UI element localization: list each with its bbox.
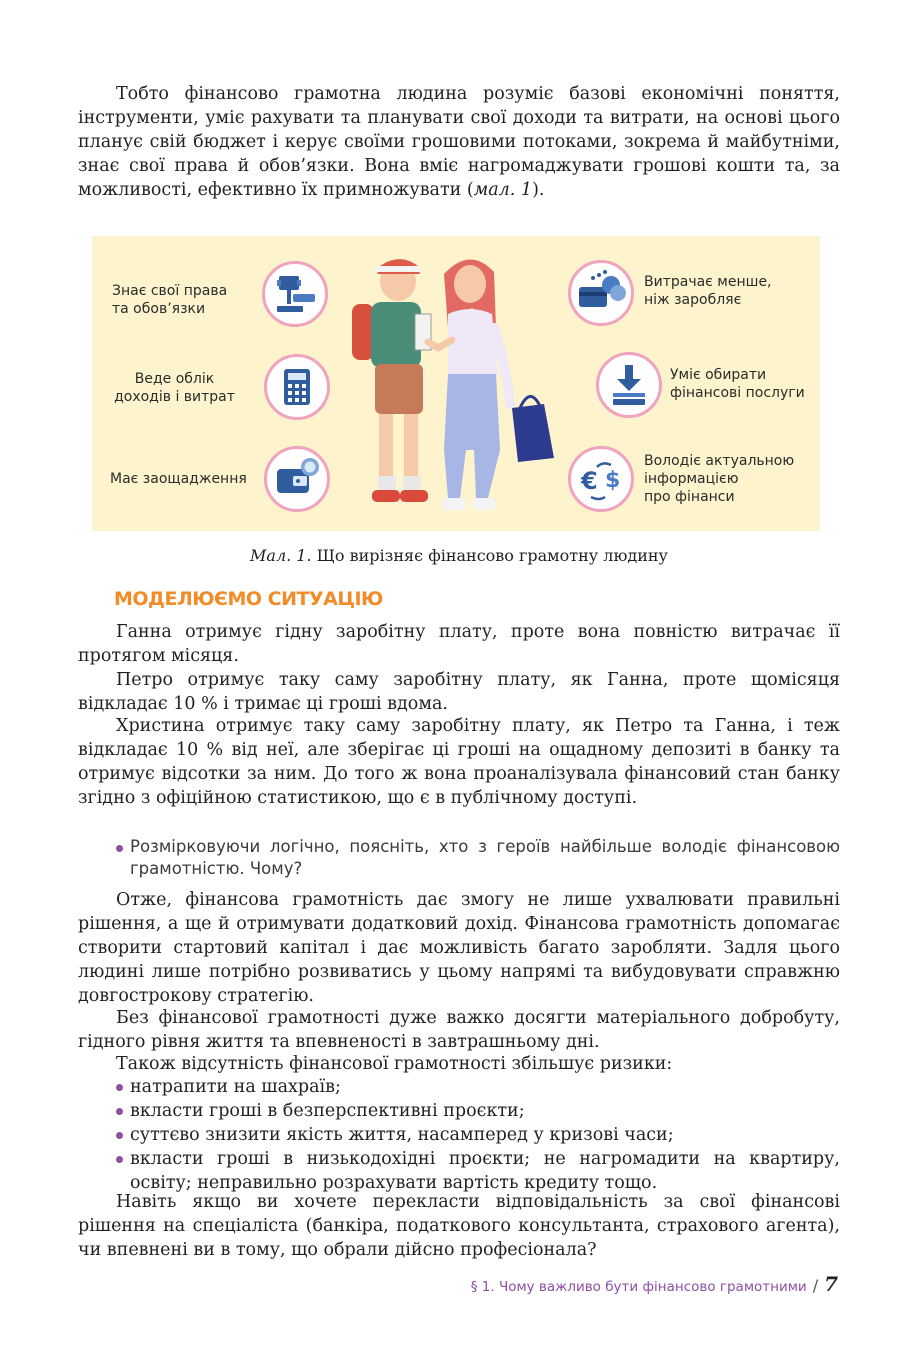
download-tray-icon: [599, 355, 659, 415]
services-circle: [596, 352, 662, 418]
running-head: § 1. Чому важливо бути фінансово грамотними: [470, 1279, 807, 1295]
figure-illustration: [92, 236, 820, 531]
situation-paragraph: Христина отримує таку саму заробітну плату, як Петро та Ганна, і теж відкладає 10 % від неї, але зберігає ці гроші на ощадному депозиті в банку та отримує відсотки за ним. До того ж вона проаналізувала фінансовий стан банку згідно з офіційною статистикою, що є в публічному доступі.: [78, 716, 840, 808]
body-paragraph: Також відсутність фінансової грамотності збільшує ризики:: [116, 1054, 673, 1074]
girl-figure: [428, 259, 554, 510]
closing-paragraph: Навіть якщо ви хочете перекласти відповідальність за свої фінансові рішення на спеціаліста (банкіра, податкового консультанта, страхового агента), чи впевнені ви в тому, що обрали дійсно професіонала?: [78, 1192, 840, 1260]
caption-text: Що вирізняє фінансово грамотну людину: [311, 546, 668, 565]
question-list: [114, 836, 840, 880]
figure-reference: мал. 1: [473, 180, 533, 200]
body-paragraph: Без фінансової грамотності дуже важко досягти матеріального добробуту, гідного рівня життя та впевненості в завтрашньому дні.: [78, 1008, 840, 1052]
boy-figure: [352, 259, 431, 502]
label-rights: Знає свої права та обов’язки: [112, 283, 228, 317]
currency-exchange-icon: [571, 449, 631, 509]
figure-caption: [0, 546, 918, 565]
label-savings: Має заощадження: [110, 471, 247, 487]
intro-paragraph: [78, 82, 840, 202]
label-accounting: Веде облік доходів і витрат: [114, 371, 235, 405]
label-spends-less: Витрачає менше, ніж заробляє: [644, 274, 772, 308]
caption-label: Мал. 1.: [250, 546, 312, 565]
spends-less-circle: [568, 260, 634, 326]
situation-paragraph: Петро отримує таку саму заробітну плату, як Ганна, проте щомісяця відкладає 10 % і тримає ці гроші вдома.: [78, 670, 840, 714]
intro-text-end: ).: [532, 180, 545, 200]
body-paragraph: Отже, фінансова грамотність дає змогу не лише ухвалювати правильні рішення, а ще й отримувати додатковий дохід. Фінансова грамотність допомагає створити стартовий капітал і дає можливість багато заробляти. Задля цього людині лише потрібно розвиватись у цьому напрямі та вибудовувати справжню довгострокову стратегію.: [78, 890, 840, 1006]
card-coins-icon: [571, 263, 631, 323]
situation-paragraph: Ганна отримує гідну заробітну плату, проте вона повністю витрачає її протягом місяця.: [78, 622, 840, 666]
risk-item: натрапити на шахраїв;: [114, 1075, 840, 1099]
label-info: Володіє актуальною інформацією про фінанси: [644, 453, 795, 505]
svg-text:$: $: [605, 468, 621, 493]
footer-separator: /: [812, 1276, 819, 1295]
risk-item: вкласти гроші в безперспективні проєкти;: [114, 1099, 840, 1123]
intro-text: Тобто фінансово грамотна людина розуміє базові економічні поняття, інструменти, уміє рахувати та планувати свої доходи та витрати, на основі цього планує свій бюджет і керує своїми грошовими потоками, зокрема й майбутніми, знає свої права й обов’язки. Вона вміє нагромаджувати грошові кошти та, за можливості, ефективно їх примножувати (: [78, 84, 840, 200]
page-footer: [471, 1272, 838, 1296]
page-number: 7: [824, 1272, 838, 1296]
risk-item: суттєво знизити якість життя, насамперед у кризові часи;: [114, 1123, 840, 1147]
risk-item: вкласти гроші в низькодохідні проєкти; не нагромадити на квартиру, освіту; неправильно розрахувати вартість кредиту тощо.: [114, 1147, 840, 1195]
svg-text:€: €: [581, 467, 598, 495]
section-heading: МОДЕЛЮЄМО СИТУАЦІЮ: [114, 588, 383, 610]
question-item: Розмірковуючи логічно, поясніть, хто з героїв найбільше володіє фінансовою грамотністю. Чому?: [114, 836, 840, 880]
risks-list: [114, 1075, 840, 1195]
info-circle: [568, 446, 634, 512]
label-services: Уміє обирати фінансові послуги: [670, 367, 805, 401]
